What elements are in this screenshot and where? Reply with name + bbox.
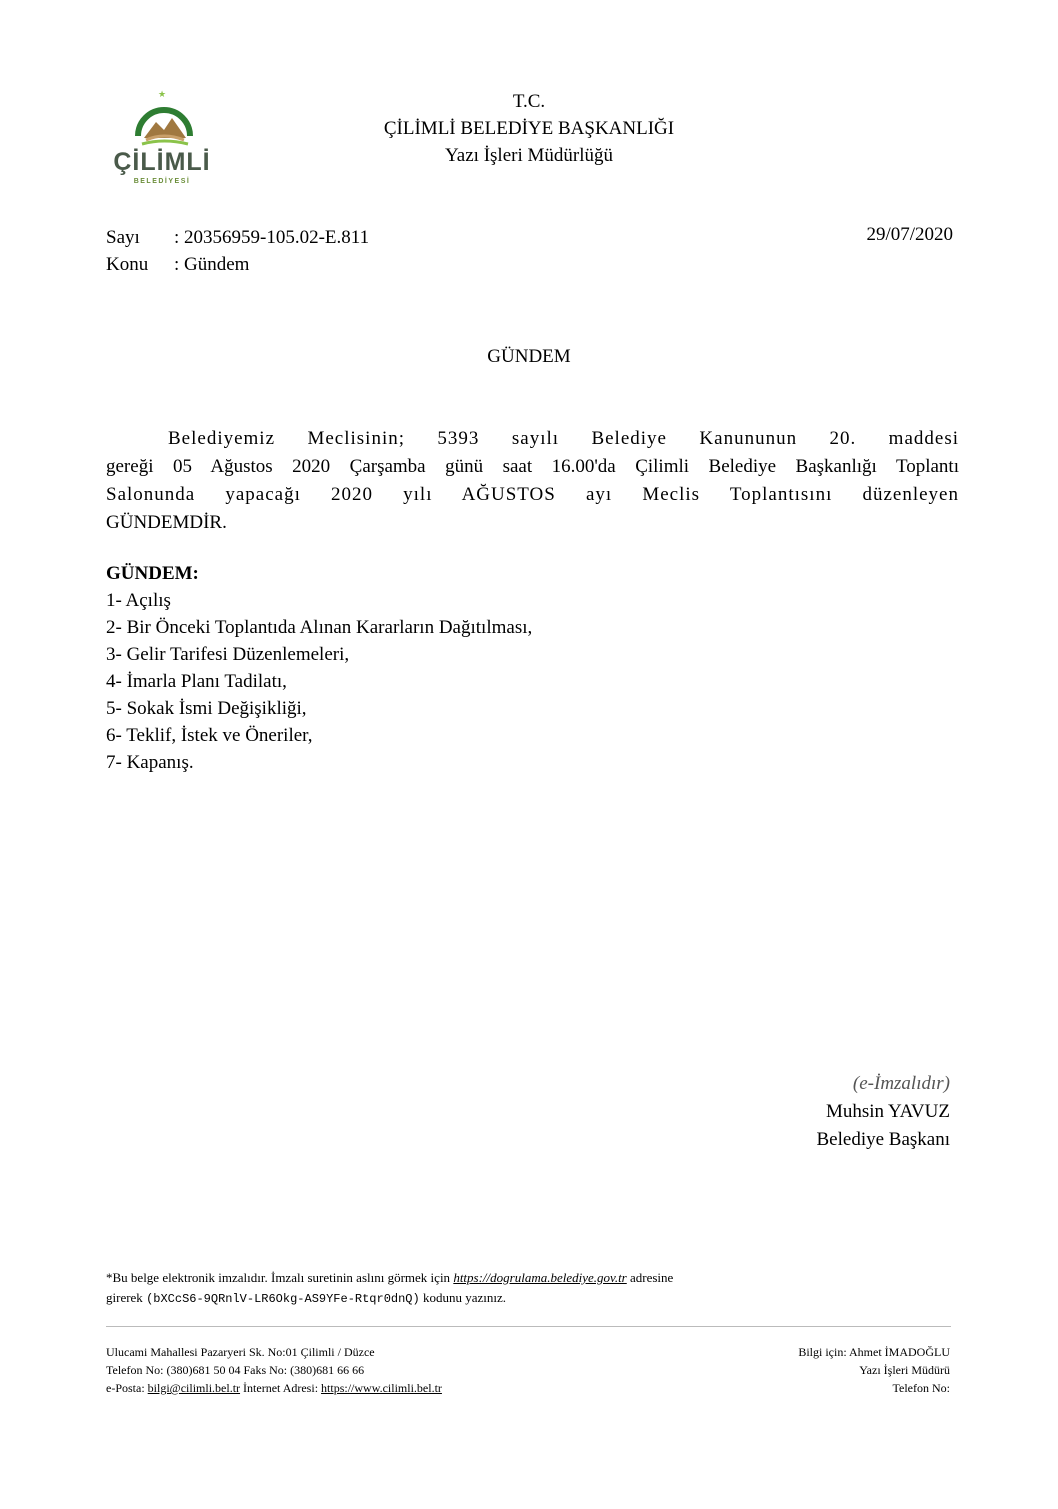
note-middle: adresine — [630, 1270, 674, 1285]
signer-title: Belediye Başkanı — [816, 1129, 950, 1150]
info-title: Yazı İşleri Müdürü — [859, 1363, 950, 1377]
letter-header — [329, 88, 729, 169]
email-label: e-Posta: — [106, 1381, 145, 1395]
paragraph-line: gereği 05 Ağustos 2020 Çarşamba günü saat 16.00'da Çilimli Belediye Başkanlığı Toplantı — [106, 456, 959, 477]
info-contact: Bilgi için: Ahmet İMADOĞLU — [798, 1345, 950, 1359]
note-line2-prefix: girerek — [106, 1290, 143, 1305]
footer-divider — [106, 1326, 951, 1327]
paragraph-line: Salonunda yapacağı 2020 yılı AĞUSTOS ayı Meclis Toplantısını düzenleyen — [106, 484, 959, 505]
e-signature-note: (e-İmzalıdır) — [852, 1073, 950, 1094]
footer-contact — [106, 1343, 442, 1397]
signer-name: Muhsin YAVUZ — [825, 1101, 950, 1122]
paragraph-line: Belediyemiz Meclisinin; 5393 sayılı Belediye Kanununun 20. maddesi — [168, 428, 959, 449]
sayi-label: Sayı — [106, 227, 140, 248]
konu-value: : Gündem — [174, 254, 250, 275]
info-phone: Telefon No: — [892, 1381, 950, 1395]
footer-address: Ulucami Mahallesi Pazaryeri Sk. No:01 Çilimli / Düzce — [106, 1345, 375, 1359]
agenda-item: 3- Gelir Tarifesi Düzenlemeleri, — [106, 644, 350, 665]
letter-meta — [106, 224, 369, 278]
agenda-item: 7- Kapanış. — [106, 752, 194, 773]
verification-code: (bXCcS6-9QRnlV-LR6Okg-AS9YFe-Rtqr0dnQ) — [146, 1292, 420, 1306]
sayi-value: : 20356959-105.02-E.811 — [174, 227, 370, 248]
verification-note — [106, 1268, 866, 1309]
website-link[interactable]: https://www.cilimli.bel.tr — [321, 1381, 442, 1395]
svg-text:★: ★ — [157, 89, 167, 99]
footer-info — [798, 1343, 950, 1397]
konu-label: Konu — [106, 254, 149, 275]
note-prefix: *Bu belge elektronik imzalıdır. İmzalı suretinin aslını görmek için — [106, 1270, 451, 1285]
logo-wordmark: ÇİLİMLİ — [113, 148, 211, 176]
municipality-emblem-icon — [108, 88, 216, 150]
footer-web-row — [106, 1379, 442, 1397]
letter-date: 29/07/2020 — [866, 224, 953, 245]
agenda-item: 5- Sokak İsmi Değişikliği, — [106, 698, 307, 719]
logo-subtitle: BELEDİYESİ — [133, 178, 191, 185]
municipality-logo — [108, 88, 216, 198]
document-title: GÜNDEM — [487, 346, 571, 367]
agenda-heading: GÜNDEM: — [106, 563, 199, 584]
sayi-row — [106, 224, 369, 251]
konu-row — [106, 251, 369, 278]
header-tc: T.C. — [512, 91, 546, 112]
email-link[interactable]: bilgi@cilimli.bel.tr — [147, 1381, 241, 1395]
web-label: İnternet Adresi: — [243, 1381, 319, 1395]
footer-phone: Telefon No: (380)681 50 04 Faks No: (380)681 66 66 — [106, 1363, 365, 1377]
header-department: Yazı İşleri Müdürlüğü — [444, 145, 613, 166]
signature-block — [817, 1070, 951, 1154]
body-paragraph — [106, 425, 959, 537]
header-institution: ÇİLİMLİ BELEDİYE BAŞKANLIĞI — [383, 118, 675, 139]
verification-link[interactable]: https://dogrulama.belediye.gov.tr — [453, 1270, 627, 1285]
agenda-item: 2- Bir Önceki Toplantıda Alınan Kararların Dağıtılması, — [106, 617, 533, 638]
agenda-item: 1- Açılış — [106, 590, 171, 611]
note-suffix: kodunu yazınız. — [422, 1290, 507, 1305]
agenda-item: 6- Teklif, İstek ve Öneriler, — [106, 725, 313, 746]
note-line-2 — [106, 1288, 866, 1309]
agenda-item: 4- İmarla Planı Tadilatı, — [106, 671, 287, 692]
paragraph-line: GÜNDEMDİR. — [106, 512, 227, 533]
note-line-1 — [106, 1268, 866, 1288]
agenda-list — [106, 560, 532, 776]
